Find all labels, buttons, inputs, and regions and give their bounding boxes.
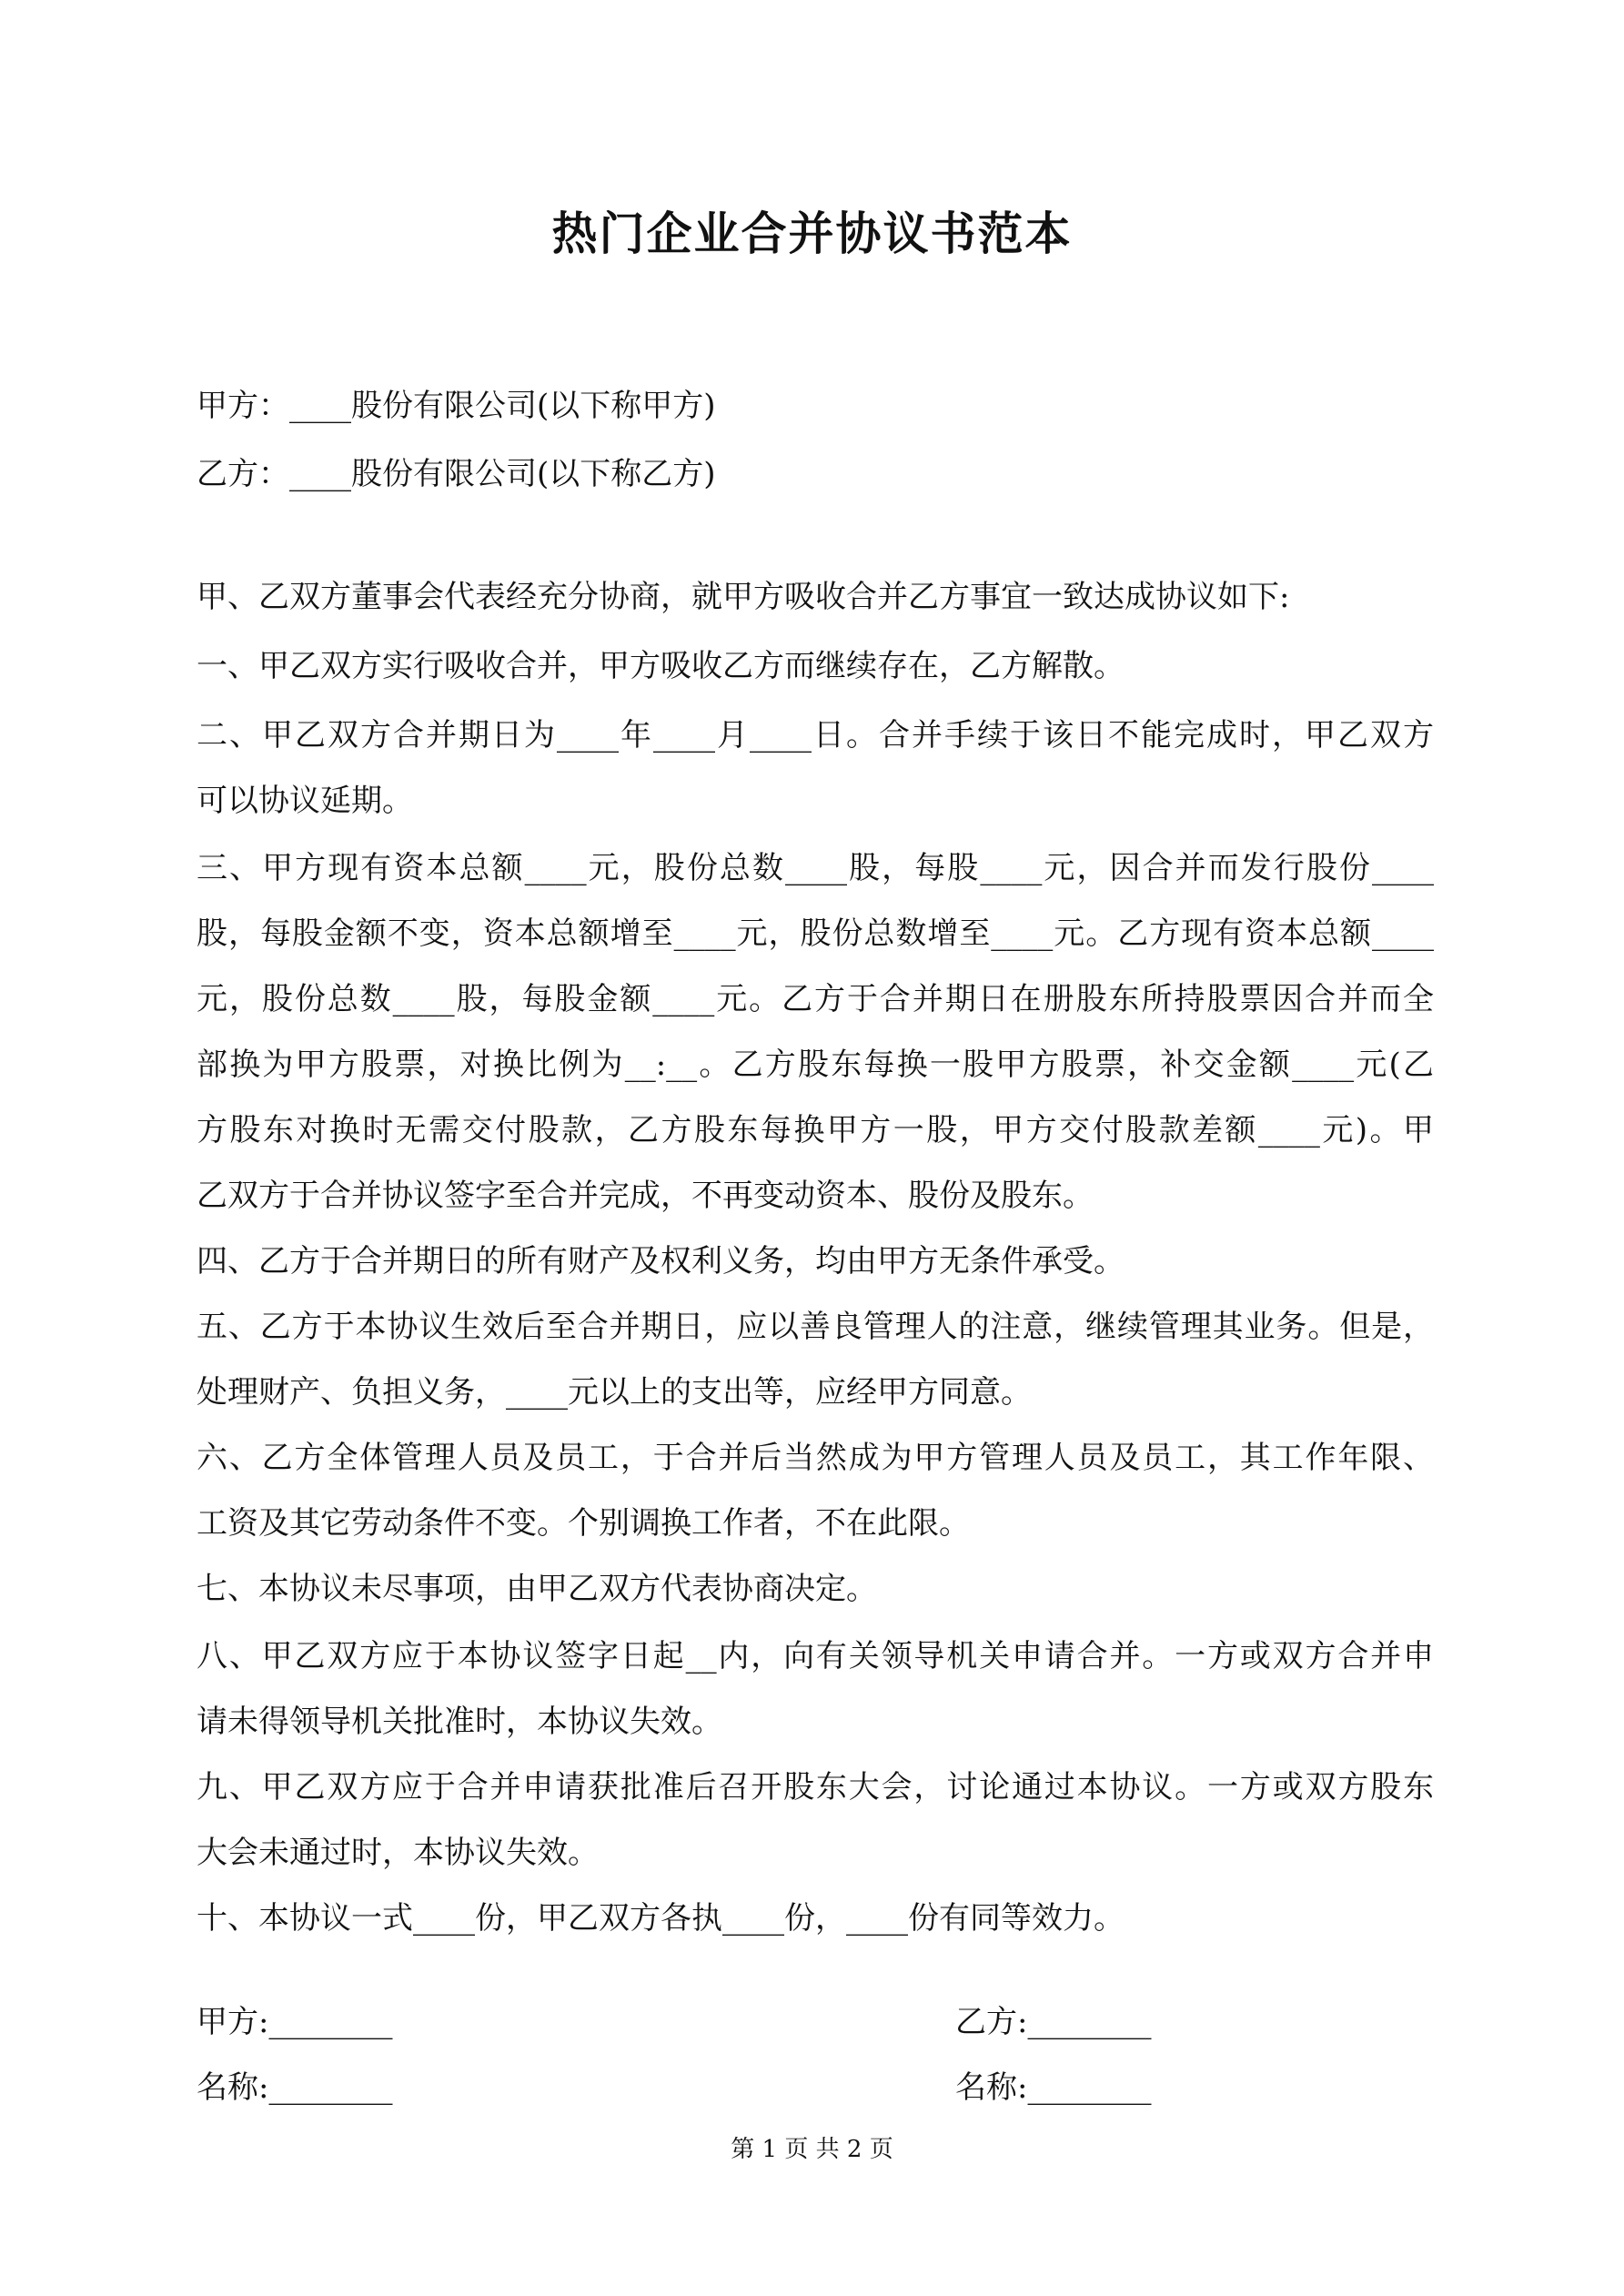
body-line: 大会未通过时，本协议失效。 (197, 1835, 599, 1871)
body-line: 一、甲乙双方实行吸收合并，甲方吸收乙方而继续存在，乙方解散。 (197, 648, 1125, 684)
body-line: 四、乙方于合并期日的所有财产及权利义务，均由甲方无条件承受。 (197, 1243, 1125, 1279)
party-a-line: 甲方：____股份有限公司(以下称甲方) (197, 388, 716, 424)
body-line: 处理财产、负担义务，____元以上的支出等，应经甲方同意。 (197, 1374, 1032, 1411)
signature-party-a-name: 名称:________ (197, 2069, 393, 2106)
party-b-line: 乙方：____股份有限公司(以下称乙方) (197, 456, 716, 492)
body-line: 五、乙方于本协议生效后至合并期日，应以善良管理人的注意，继续管理其业务。但是， (197, 1309, 1434, 1345)
body-line: 八、甲乙双方应于本协议签字日起__内，向有关领导机关申请合并。一方或双方合并申 (197, 1638, 1434, 1674)
body-line: 股，每股金额不变，资本总额增至____元，股份总数增至____元。乙方现有资本总额____ (197, 915, 1434, 952)
page-footer: 第 1 页 共 2 页 (731, 2136, 893, 2163)
body-line: 六、乙方全体管理人员及员工，于合并后当然成为甲方管理人员及员工，其工作年限、 (197, 1440, 1434, 1476)
body-line: 部换为甲方股票，对换比例为__:__。乙方股东每换一股甲方股票，补交金额____元(乙 (197, 1047, 1434, 1083)
body-line: 方股东对换时无需交付股款，乙方股东每换甲方一股，甲方交付股款差额____元)。甲 (197, 1112, 1434, 1148)
signature-party-b: 乙方:________ (955, 2004, 1152, 2040)
signature-party-b-name: 名称:________ (955, 2069, 1152, 2106)
body-line: 二、甲乙双方合并期日为____年____月____日。合并手续于该日不能完成时，甲乙双方 (197, 717, 1434, 754)
body-line: 元，股份总数____股，每股金额____元。乙方于合并期日在册股东所持股票因合并而全 (197, 981, 1434, 1017)
body-line: 三、甲方现有资本总额____元，股份总数____股，每股____元，因合并而发行股份____ (197, 850, 1434, 886)
body-line: 乙双方于合并协议签字至合并完成，不再变动资本、股份及股东。 (197, 1178, 1094, 1214)
body-line: 十、本协议一式____份，甲乙双方各执____份，____份有同等效力。 (197, 1900, 1125, 1937)
body-line: 甲、乙双方董事会代表经充分协商，就甲方吸收合并乙方事宜一致达成协议如下: (197, 579, 1290, 615)
body-line: 七、本协议未尽事项，由甲乙双方代表协商决定。 (197, 1571, 877, 1607)
signature-party-a: 甲方:________ (197, 2004, 393, 2040)
body-line: 工资及其它劳动条件不变。个别调换工作者，不在此限。 (197, 1505, 970, 1542)
body-line: 可以协议延期。 (197, 783, 413, 819)
body-line: 请未得领导机关批准时，本协议失效。 (197, 1704, 722, 1740)
document-title: 热门企业合并协议书范本 (551, 207, 1073, 260)
body-line: 九、甲乙双方应于合并申请获批准后召开股东大会，讨论通过本协议。一方或双方股东 (197, 1769, 1434, 1805)
